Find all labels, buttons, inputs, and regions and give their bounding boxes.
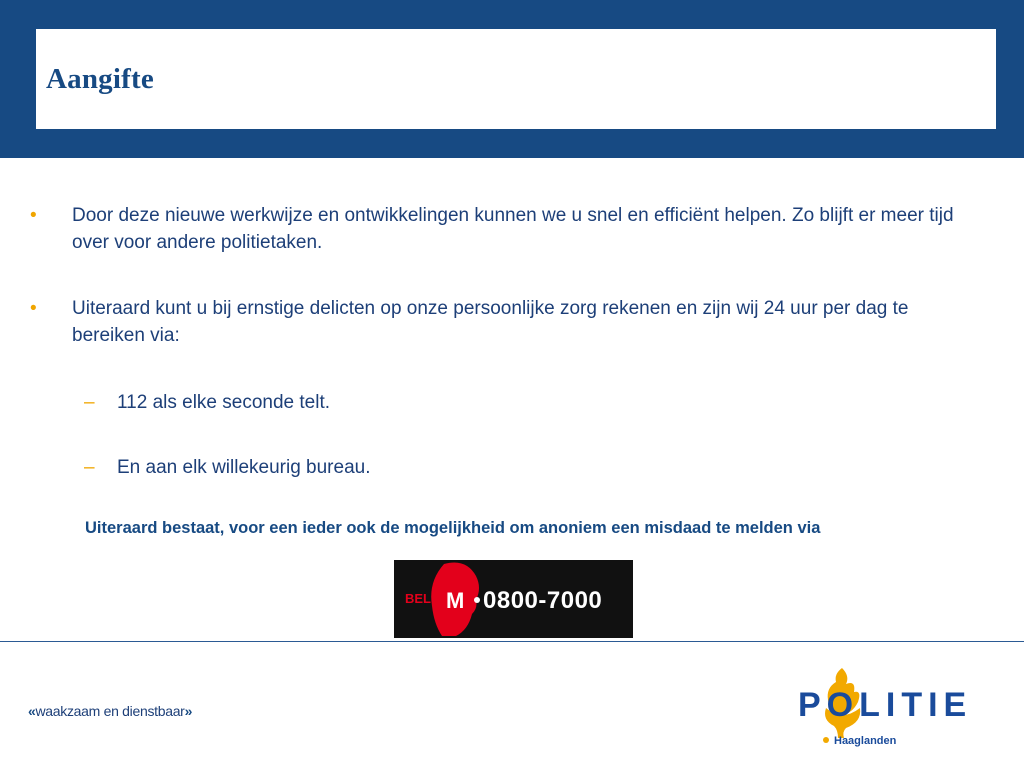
slogan [28,703,192,719]
m-logo-graphic [394,560,633,638]
sub-bullet-item [84,389,964,416]
slogan-open-quote: « [28,703,36,719]
sub-bullet-text: 112 als elke seconde telt. [117,392,331,413]
region-dot-icon [823,737,829,743]
slogan-close-quote: » [184,703,193,719]
bullet-item [30,202,970,256]
phone-number: 0800-7000 [483,587,603,614]
bullet-marker: • [30,205,37,226]
bullet-item [30,295,970,349]
meld-misdaad-anoniem-logo [394,560,633,638]
bullet-text: Uiteraard kunt u bij ernstige delicten op onze persoonlijke zorg rekenen en zijn wij 24 uur per dag te bereiken via: [72,298,909,346]
region-text: Haaglanden [834,735,897,747]
politie-logo-graphic [796,662,986,748]
page-title: Aangifte [46,63,154,95]
m-dot-icon [474,597,480,603]
footer-divider [0,641,1024,642]
bullet-marker: • [30,298,37,319]
header-band [0,0,1024,158]
sub-bullet-marker: – [84,392,95,413]
sub-bullet-marker: – [84,457,95,478]
brand-text: POLITIE [798,686,973,724]
anonymous-report-text: Uiteraard bestaat, voor een ieder ook de mogelijkheid om anoniem een misdaad te melden via [85,519,821,537]
slogan-text: waakzaam en dienstbaar [35,703,185,719]
bel-text: BEL [405,591,431,606]
politie-logo [796,662,986,748]
sub-bullet-text: En aan elk willekeurig bureau. [117,457,371,478]
sub-bullet-item [84,454,964,481]
title-box [36,29,996,129]
m-letter: M [446,588,465,613]
bullet-text: Door deze nieuwe werkwijze en ontwikkelingen kunnen we u snel en efficiënt helpen. Zo blijft er meer tijd over voor andere politietaken. [72,205,954,253]
